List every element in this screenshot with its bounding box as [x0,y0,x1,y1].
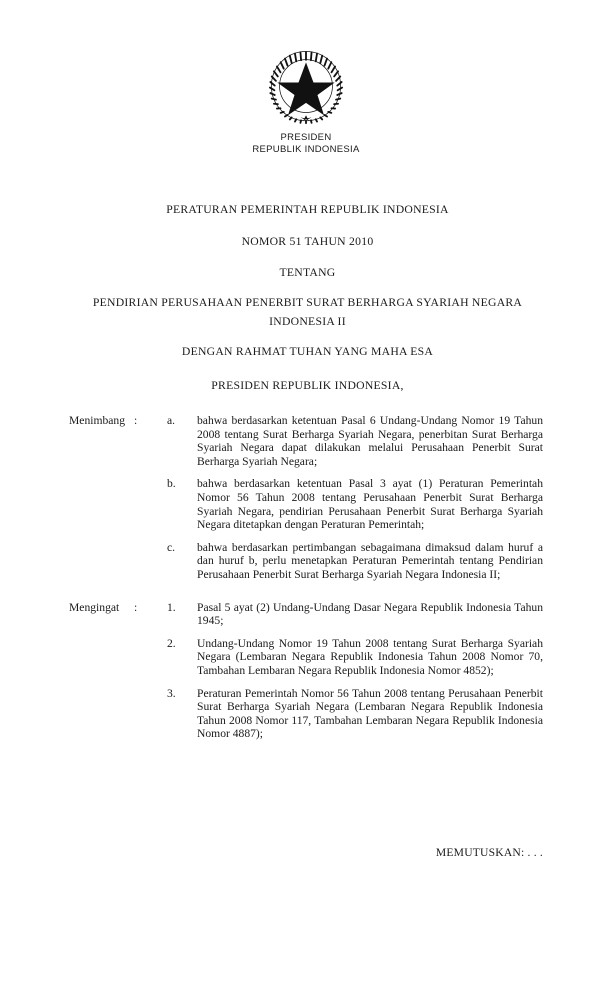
clause-section-mengingat [0,601,612,741]
document-title-block [60,203,555,329]
clause-item [0,477,612,531]
item-text: Peraturan Pemerintah Nomor 56 Tahun 2008 tentang Perusahaan Penerbit Surat Berharga Syariah Negara (Lembaran Negara Republik Indonesia Tahun 2008 Nomor 117, Tambahan Lembaran Negara Republik Indonesia Nomor 4887); [197,686,543,741]
document-header-emblem [0,46,612,155]
presidential-seal-icon [260,46,352,128]
item-text: bahwa berdasarkan pertimbangan sebagaimana dimaksud dalam huruf a dan huruf b, perlu menetapkan Peraturan Pemerintah tentang Pendirian Perusahaan Penerbit Surat Berharga Syariah Negara Indonesia II; [197,540,543,581]
preamble-block [60,345,555,393]
clause-sections [0,414,612,741]
item-marker: c. [167,540,176,554]
item-marker: 1. [167,600,176,614]
item-text: Undang-Undang Nomor 19 Tahun 2008 tentang Surat Berharga Syariah Negara (Lembaran Negara Republik Indonesia Tahun 2008 Nomor 70, Tambahan Lembaran Negara Republik Indonesia Nomor 4852); [197,636,543,677]
section-label-mengingat: Mengingat [69,600,120,614]
item-text: bahwa berdasarkan ketentuan Pasal 3 ayat (1) Peraturan Pemerintah Nomor 56 Tahun 2008 tentang Perusahaan Penerbit Surat Berharga Syariah Negara, pendirian Perusahaan Penerbit Surat Berharga Syariah Negara ditetapkan dengan Peraturan Pemerintah; [197,477,543,532]
closing-memutuskan: MEMUTUSKAN: . . . [435,846,543,859]
preamble-invocation: DENGAN RAHMAT TUHAN YANG MAHA ESA [181,345,434,358]
section-colon-mengingat: : [134,600,138,614]
emblem-caption-line-2: REPUBLIK INDONESIA [252,143,360,155]
item-text: Pasal 5 ayat (2) Undang-Undang Dasar Negara Republik Indonesia Tahun 1945; [197,600,543,628]
section-label-menimbang: Menimbang [69,414,126,427]
clause-item [0,687,612,741]
item-marker: 2. [167,636,176,650]
clause-item [0,637,612,678]
emblem-caption-line-1: PRESIDEN [280,132,332,143]
title-regulation-type: PERATURAN PEMERINTAH REPUBLIK INDONESIA [166,203,449,216]
clause-section-menimbang [0,414,612,582]
item-text: bahwa berdasarkan ketentuan Pasal 6 Undang-Undang Nomor 19 Tahun 2008 tentang Surat Berharga Syariah Negara, penerbitan Surat Berharga Syariah Negara dapat dilakukan melalui Perusahaan Penerbit Surat Berharga Syariah Negara; [197,414,543,468]
emblem-caption [0,132,612,155]
item-marker: a. [167,414,176,427]
section-colon-menimbang: : [134,414,138,427]
item-marker: b. [167,477,176,491]
title-subject-line-1: PENDIRIAN PERUSAHAAN PENERBIT SURAT BERHARGA SYARIAH NEGARA [92,296,523,309]
clause-item [0,601,612,628]
item-marker: 3. [167,686,176,700]
title-about-label: TENTANG [279,266,336,279]
clause-item [0,541,612,582]
title-subject-line-2: INDONESIA II [269,315,346,328]
clause-item [0,414,612,468]
title-number: NOMOR 51 TAHUN 2010 [241,235,374,248]
preamble-president: PRESIDEN REPUBLIK INDONESIA, [211,379,404,392]
